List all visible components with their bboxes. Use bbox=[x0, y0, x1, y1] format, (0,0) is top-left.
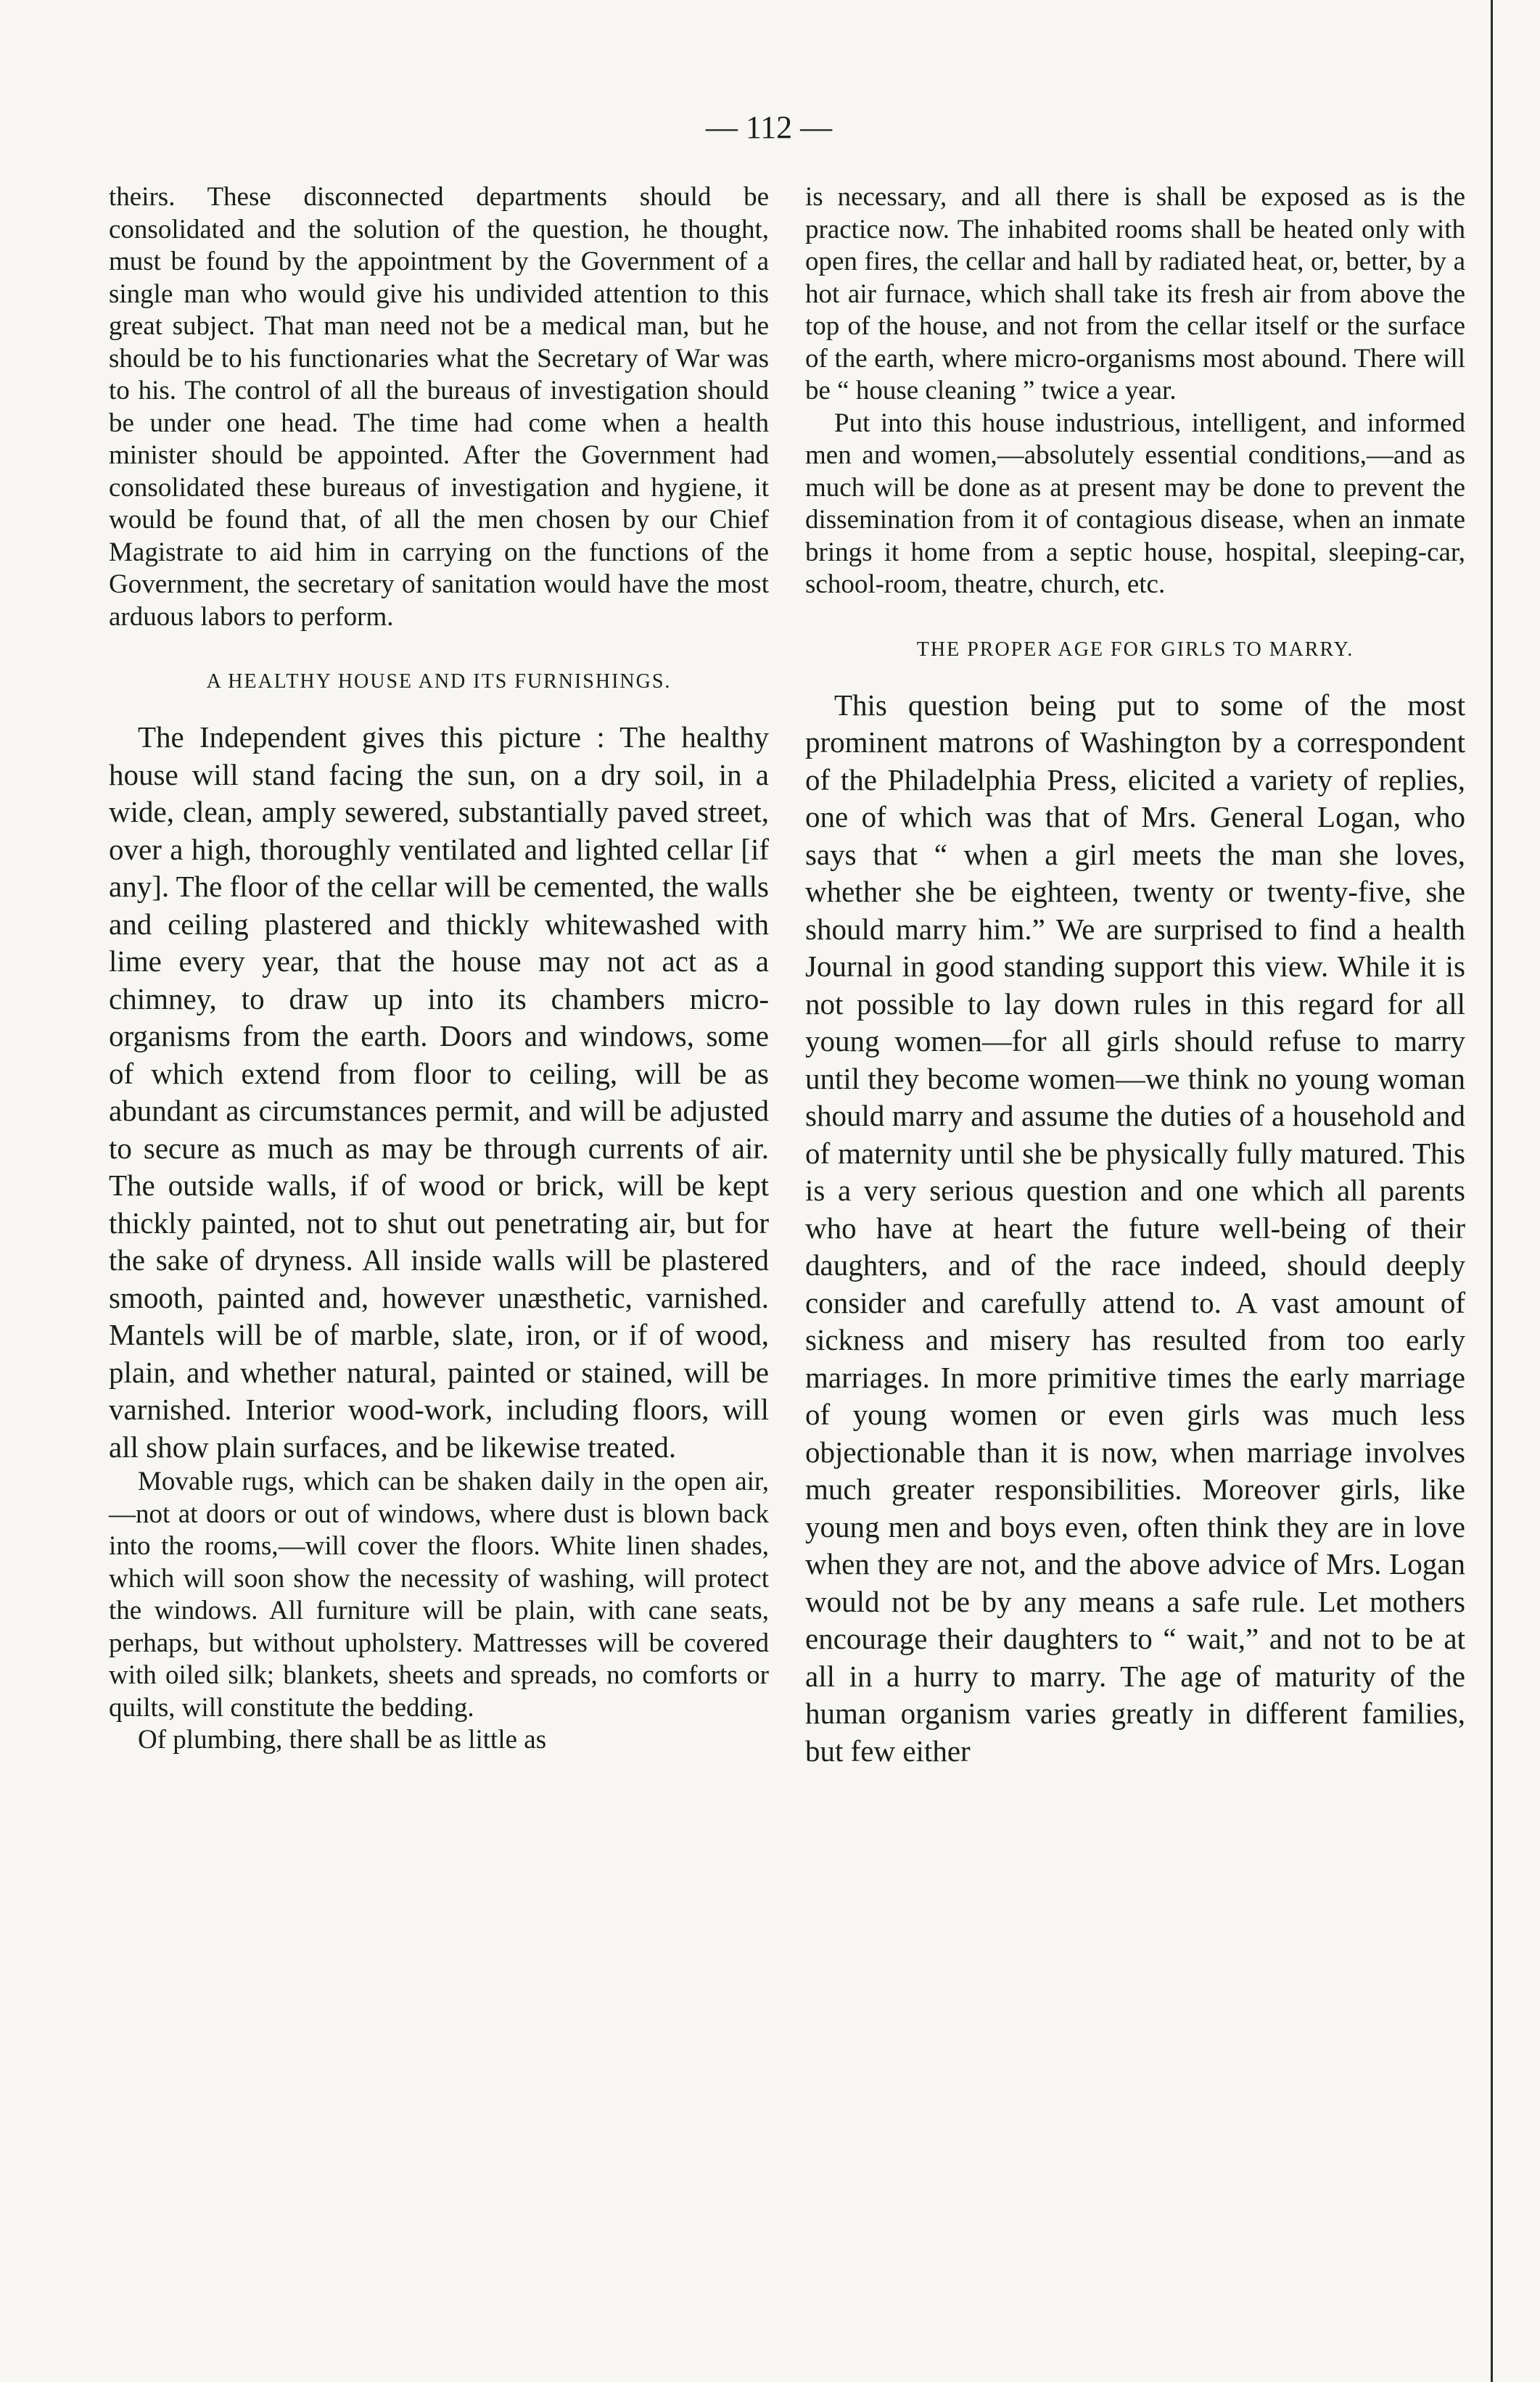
paragraph: theirs. These disconnected departments should be consolidated and the solution of the question, he thought, must be found by the appointment by the Government of a single man who would give his undivided attention to this great subject. That man need not be a medical man, but he should be to his functionaries what the Secretary of War was to his. The control of all the bureaus of investigation should be under one head. The time had come when a health minister should be appointed. After the Government had consolidated these bureaus of investigation and hygiene, it would be found that, of all the men chosen by our Chief Magistrate to aid him in carrying on the functions of the Government, the secretary of sanitation would have the most arduous labors to perform. bbox=[109, 182, 769, 632]
page-edge-rule bbox=[1491, 0, 1493, 2382]
paragraph: The Independent gives this picture : The healthy house will stand facing the sun, on a dry soil, in a wide, clean, amply sewered, substantially paved street, over a high, thoroughly ventilated and lighted cellar [if any]. The floor of the cellar will be cemented, the walls and ceiling plastered and thickly whitewashed with lime every year, that the house may not act as a chimney, to draw up into its chambers micro-organisms from the earth. Doors and windows, some of which extend from floor to ceiling, will be as abundant as circumstances permit, and will be adjusted to secure as much as may be through currents of air. The outside walls, if of wood or brick, will be kept thickly painted, not to shut out penetrating air, but for the sake of dryness. All inside walls will be plastered smooth, painted and, however unæsthetic, varnished. Mantels will be of marble, slate, iron, or if of wood, plain, and whether natural, painted or stained, will be varnished. Interior wood-work, including floors, will all show plain surfaces, and be likewise treated. bbox=[109, 720, 770, 1464]
paragraph: Movable rugs, which can be shaken daily in the open air,—not at doors or out of windows, where dust is blown back into the rooms,—will cover the floors. White linen shades, which will soon show the necessity of washing, will protect the windows. All furniture will be plain, with cane seats, perhaps, but without upholstery. Mattresses will be covered with oiled silk; blankets, sheets and spreads, no comforts or quilts, will constitute the bedding. bbox=[109, 1467, 769, 1723]
paragraph: Put into this house industrious, intelligent, and informed men and women,—absolutely essential conditions,—and as much will be done as at present may be done to prevent the dissemination from it of contagious disease, when an inmate brings it home from a septic house, hospital, sleeping-car, school-room, theatre, church, etc. bbox=[805, 408, 1465, 599]
section-heading: THE PROPER AGE FOR GIRLS TO MARRY. bbox=[916, 638, 1354, 661]
paragraph: is necessary, and all there is shall be exposed as is the practice now. The inhabited rooms shall be heated only with open fires, the cellar and hall by radiated heat, or, better, by a hot air furnace, which shall take its fresh air from above the top of the house, and not from the cellar itself or the surface of the earth, where micro-organisms most abound. There will be “ house cleaning ” twice a year. bbox=[805, 182, 1465, 405]
section-heading: A HEALTHY HOUSE AND ITS FURNISHINGS. bbox=[206, 670, 672, 693]
page-number: — 112 — bbox=[705, 110, 833, 145]
paragraph: Of plumbing, there shall be as little as bbox=[138, 1725, 547, 1755]
right-column bbox=[805, 181, 1465, 1770]
paragraph: This question being put to some of the most prominent matrons of Washington by a correspondent of the Philadelphia Press, elicited a variety of replies, one of which was that of Mrs. General Logan, who says that “ when a girl meets the man she loves, whether she be eighteen, twenty or twenty-five, she should marry him.” We are surprised to find a health Journal in good standing support this view. While it is not possible to lay down rules in this regard for all young women—for all girls should refuse to marry until they become women—we think no young woman should marry and assume the duties of a household and of maternity until she be physically fully matured. This is a very serious question and one which all parents who have at heart the future well-being of their daughters, and of the race indeed, should deeply consider and carefully attend to. A vast amount of sickness and misery has resulted from too early marriages. In more primitive times the early marriage of young women or even girls was much less objectionable than it is now, when marriage involves much greater responsibilities. Moreover girls, like young men and boys even, often think they are in love when they are not, and the above advice of Mrs. Logan would not be by any means a safe rule. Let mothers encourage their daughters to “ wait,” and not to be at all in a hurry to marry. The age of maturity of the human organism varies greatly in different families, but few either bbox=[805, 688, 1465, 1768]
left-column bbox=[109, 181, 769, 1757]
